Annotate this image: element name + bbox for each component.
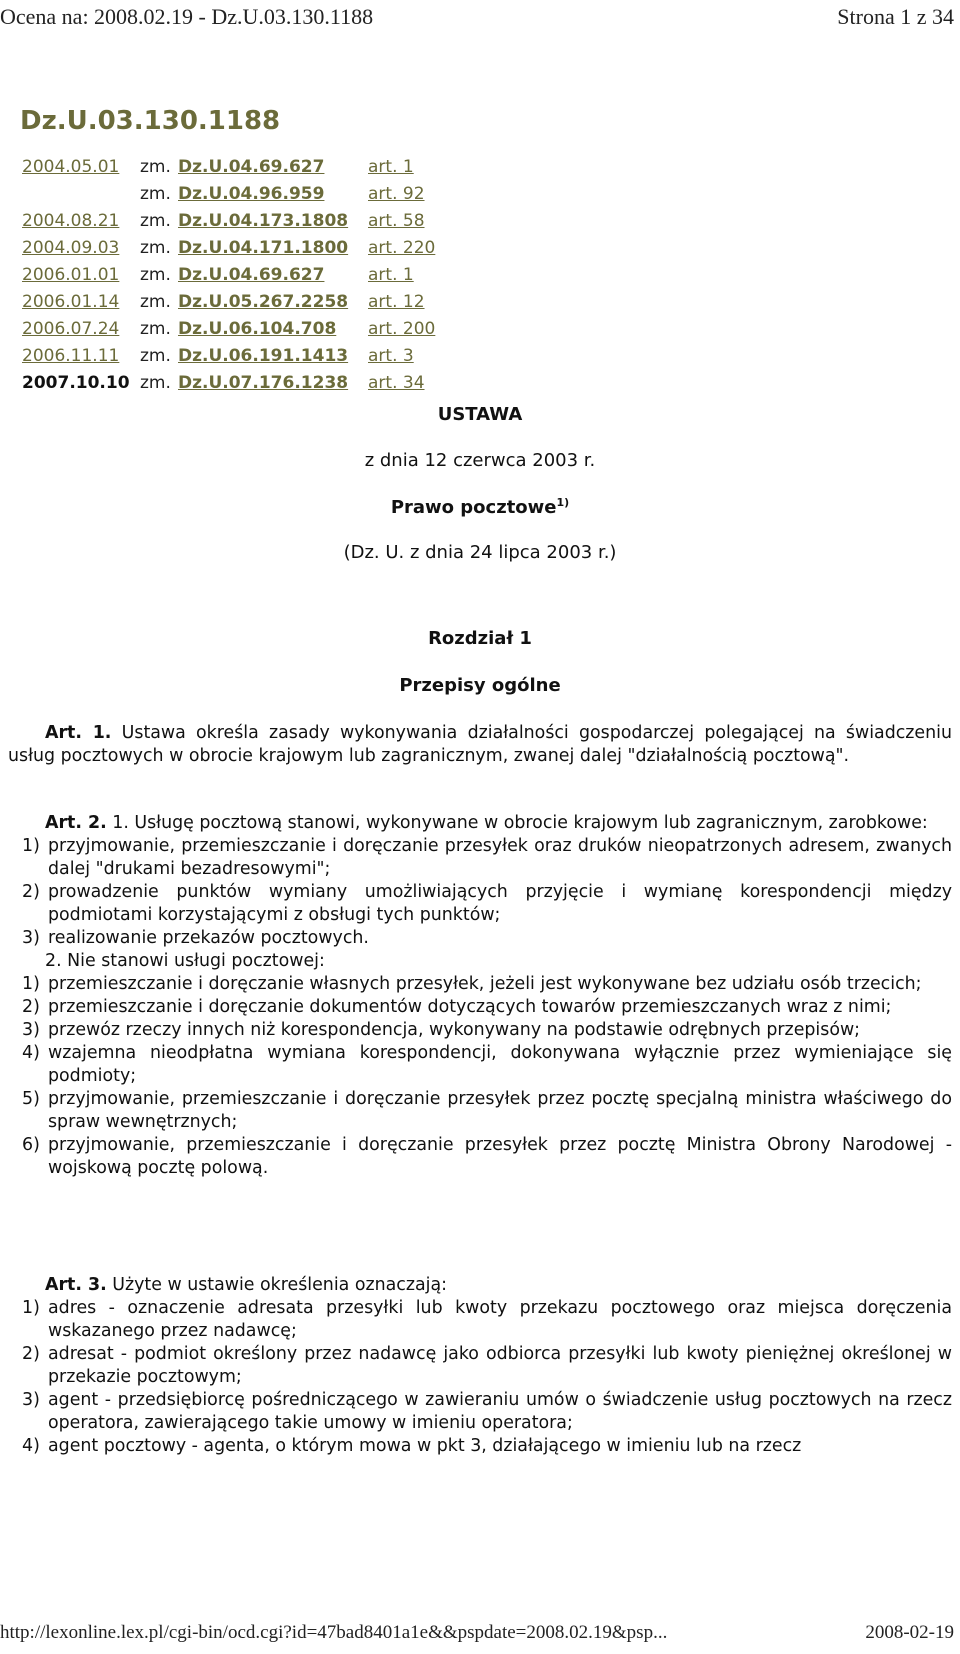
amendment-zm: zm.	[140, 372, 171, 393]
act-date: z dnia 12 czerwca 2003 r.	[364, 450, 596, 471]
amendment-row	[22, 288, 435, 315]
amendment-row	[22, 181, 435, 208]
item-number: 1)	[22, 836, 40, 856]
amendment-article-link[interactable]: art. 1	[368, 265, 414, 285]
list-item	[8, 1435, 952, 1458]
amendment-zm: zm.	[140, 238, 171, 259]
list-item	[8, 1042, 952, 1088]
item-text: prowadzenie punktów wymiany umożliwiających przyjęcie i wymianę korespondencji między podmiotami korzystającymi z obsługi tych punktów;	[48, 882, 952, 925]
item-text: adresat - podmiot określony przez nadawcę jako odbiorca przesyłki lub kwoty pieniężnej określonej w przekazie pocztowym;	[48, 1344, 952, 1387]
item-list	[8, 835, 952, 950]
article-label: Art. 3.	[45, 1275, 107, 1295]
item-text: przyjmowanie, przemieszczanie i doręczanie przesyłek przez pocztę specjalną ministra właściwego do spraw wewnętrznych;	[48, 1089, 952, 1132]
amendment-ref-link[interactable]: Dz.U.07.176.1238	[178, 372, 349, 393]
amendment-article-link[interactable]: art. 220	[368, 238, 436, 259]
amendment-article-link[interactable]: art. 3	[368, 345, 414, 366]
item-text: przemieszczanie i doręczanie własnych przesyłek, jeżeli jest wykonywane bez udziału osób trzecich;	[48, 974, 922, 994]
item-text: przemieszczanie i doręczanie dokumentów dotyczących towarów przemieszczanych wraz z nimi;	[48, 997, 892, 1017]
page-counter: Strona 1 z 34	[837, 4, 954, 29]
list-item	[8, 927, 952, 950]
amendment-article-link[interactable]: art. 92	[368, 184, 425, 205]
item-list	[8, 1297, 952, 1458]
act-publication: (Dz. U. z dnia 24 lipca 2003 r.)	[343, 542, 617, 563]
amendment-article-link[interactable]: art. 34	[368, 372, 425, 393]
amendment-article-link[interactable]: art. 58	[368, 211, 425, 232]
page-url: http://lexonline.lex.pl/cgi-bin/ocd.cgi?id=47bad8401a1e&&pspdate=2008.02.19&psp...	[0, 1622, 668, 1643]
item-list	[8, 973, 952, 1180]
item-number: 1)	[22, 1298, 40, 1318]
list-item	[8, 973, 952, 996]
amendment-ref-link[interactable]: Dz.U.04.69.627	[178, 157, 325, 178]
item-number: 6)	[22, 1135, 40, 1155]
item-text: agent - przedsiębiorcę pośredniczącego w zawieraniu umów o świadczenie usług pocztowych na rzecz operatora, zawierającego takie umowy w imieniu operatora;	[48, 1390, 952, 1433]
amendment-zm: zm.	[140, 265, 171, 285]
amendment-row	[22, 315, 435, 342]
amendment-zm: zm.	[140, 318, 171, 339]
amendments-table	[22, 154, 435, 396]
article-label: Art. 1.	[45, 723, 112, 743]
item-text: przyjmowanie, przemieszczanie i doręczanie przesyłek oraz druków nieopatrzonych adresem, zwanych dalej "drukami bezadresowymi";	[48, 836, 952, 879]
amendment-date-link[interactable]: 2006.07.24	[22, 318, 120, 339]
amendment-row	[22, 235, 435, 262]
item-number: 3)	[22, 1020, 40, 1040]
amendment-article-link[interactable]: art. 1	[368, 157, 414, 178]
list-item	[8, 996, 952, 1019]
amendment-ref-link[interactable]: Dz.U.05.267.2258	[178, 291, 349, 312]
paragraph-text: 2. Nie stanowi usługi pocztowej:	[45, 951, 325, 971]
amendment-zm: zm.	[140, 211, 171, 232]
amendment-ref-link[interactable]: Dz.U.04.171.1800	[178, 238, 349, 259]
article-1	[8, 722, 952, 768]
print-header	[0, 0, 960, 34]
amendment-zm: zm.	[140, 184, 171, 205]
amendment-date-link[interactable]: 2004.05.01	[22, 157, 120, 178]
item-text: adres - oznaczenie adresata przesyłki lub kwoty przekazu pocztowego oraz miejsca doręczenia wskazanego przez nadawcę;	[48, 1298, 952, 1341]
chapter-label: Rozdział 1	[428, 628, 532, 649]
list-item	[8, 1343, 952, 1389]
list-item	[8, 1297, 952, 1343]
list-item	[8, 1389, 952, 1435]
amendment-ref-link[interactable]: Dz.U.04.69.627	[178, 265, 325, 285]
item-text: przewóz rzeczy innych niż korespondencja, wykonywany na podstawie odrębnych przepisów;	[48, 1020, 861, 1040]
act-title-line	[0, 496, 960, 518]
list-item	[8, 881, 952, 927]
print-header-title: Ocena na: 2008.02.19 - Dz.U.03.130.1188	[0, 4, 374, 29]
amendment-article-link[interactable]: art. 12	[368, 291, 425, 312]
list-item	[8, 1088, 952, 1134]
footnote-link[interactable]: 1)	[556, 496, 570, 509]
article-intro: Użyte w ustawie określenia oznaczają:	[112, 1275, 447, 1295]
list-item	[8, 1134, 952, 1180]
amendment-article-link[interactable]: art. 200	[368, 318, 436, 339]
item-number: 4)	[22, 1436, 40, 1456]
amendment-zm: zm.	[140, 157, 171, 178]
list-item	[8, 1019, 952, 1042]
amendment-ref-link[interactable]: Dz.U.06.191.1413	[178, 345, 349, 366]
item-number: 3)	[22, 928, 40, 948]
act-title: Prawo pocztowe	[390, 497, 557, 518]
amendment-row	[22, 208, 435, 235]
article-3	[8, 1274, 952, 1458]
amendment-row	[22, 369, 435, 396]
amendment-zm: zm.	[140, 291, 171, 312]
amendment-date-link[interactable]: 2006.01.14	[22, 291, 120, 312]
chapter-title: Przepisy ogólne	[399, 675, 561, 696]
paragraph-number: 1.	[112, 813, 129, 833]
amendment-ref-link[interactable]: Dz.U.06.104.708	[178, 318, 337, 339]
article-label: Art. 2.	[45, 813, 107, 833]
item-number: 2)	[22, 997, 40, 1017]
document-id: Dz.U.03.130.1188	[20, 106, 281, 136]
amendment-date-link[interactable]: 2007.10.10	[22, 372, 130, 393]
amendment-date-link[interactable]: 2004.09.03	[22, 238, 120, 259]
item-text: realizowanie przekazów pocztowych.	[48, 928, 369, 948]
amendment-date-link[interactable]: 2006.01.01	[22, 265, 120, 285]
amendment-zm: zm.	[140, 345, 171, 366]
item-text: przyjmowanie, przemieszczanie i doręczanie przesyłek przez pocztę Ministra Obrony Narodowej - wojskową pocztę polową.	[48, 1135, 952, 1178]
amendment-row	[22, 342, 435, 369]
amendment-date-link[interactable]: 2004.08.21	[22, 211, 120, 232]
amendment-row	[22, 262, 435, 289]
list-item	[8, 835, 952, 881]
act-type: USTAWA	[437, 404, 523, 425]
paragraph-text: Usługę pocztową stanowi, wykonywane w obrocie krajowym lub zagranicznym, zarobkowe:	[134, 813, 928, 833]
item-text: agent pocztowy - agenta, o którym mowa w pkt 3, działającego w imieniu lub na rzecz	[48, 1436, 802, 1456]
article-text: Ustawa określa zasady wykonywania działalności gospodarczej polegającej na świadczeniu usług pocztowych w obrocie krajowym lub zagranicznym, zwanej dalej "działalnością pocztową".	[8, 723, 953, 766]
item-text: wzajemna nieodpłatna wymiana korespondencji, dokonywana wyłącznie przez wymieniające się podmioty;	[48, 1043, 952, 1086]
item-number: 5)	[22, 1089, 40, 1109]
item-number: 4)	[22, 1043, 40, 1063]
item-number: 2)	[22, 882, 40, 902]
article-2	[8, 812, 952, 1180]
amendment-ref-link[interactable]: Dz.U.04.173.1808	[178, 211, 349, 232]
amendment-ref-link[interactable]: Dz.U.04.96.959	[178, 184, 325, 205]
item-number: 2)	[22, 1344, 40, 1364]
print-date: 2008-02-19	[865, 1622, 954, 1643]
amendment-date-link[interactable]: 2006.11.11	[22, 345, 120, 366]
item-number: 3)	[22, 1390, 40, 1410]
item-number: 1)	[22, 974, 40, 994]
amendment-row	[22, 154, 435, 181]
